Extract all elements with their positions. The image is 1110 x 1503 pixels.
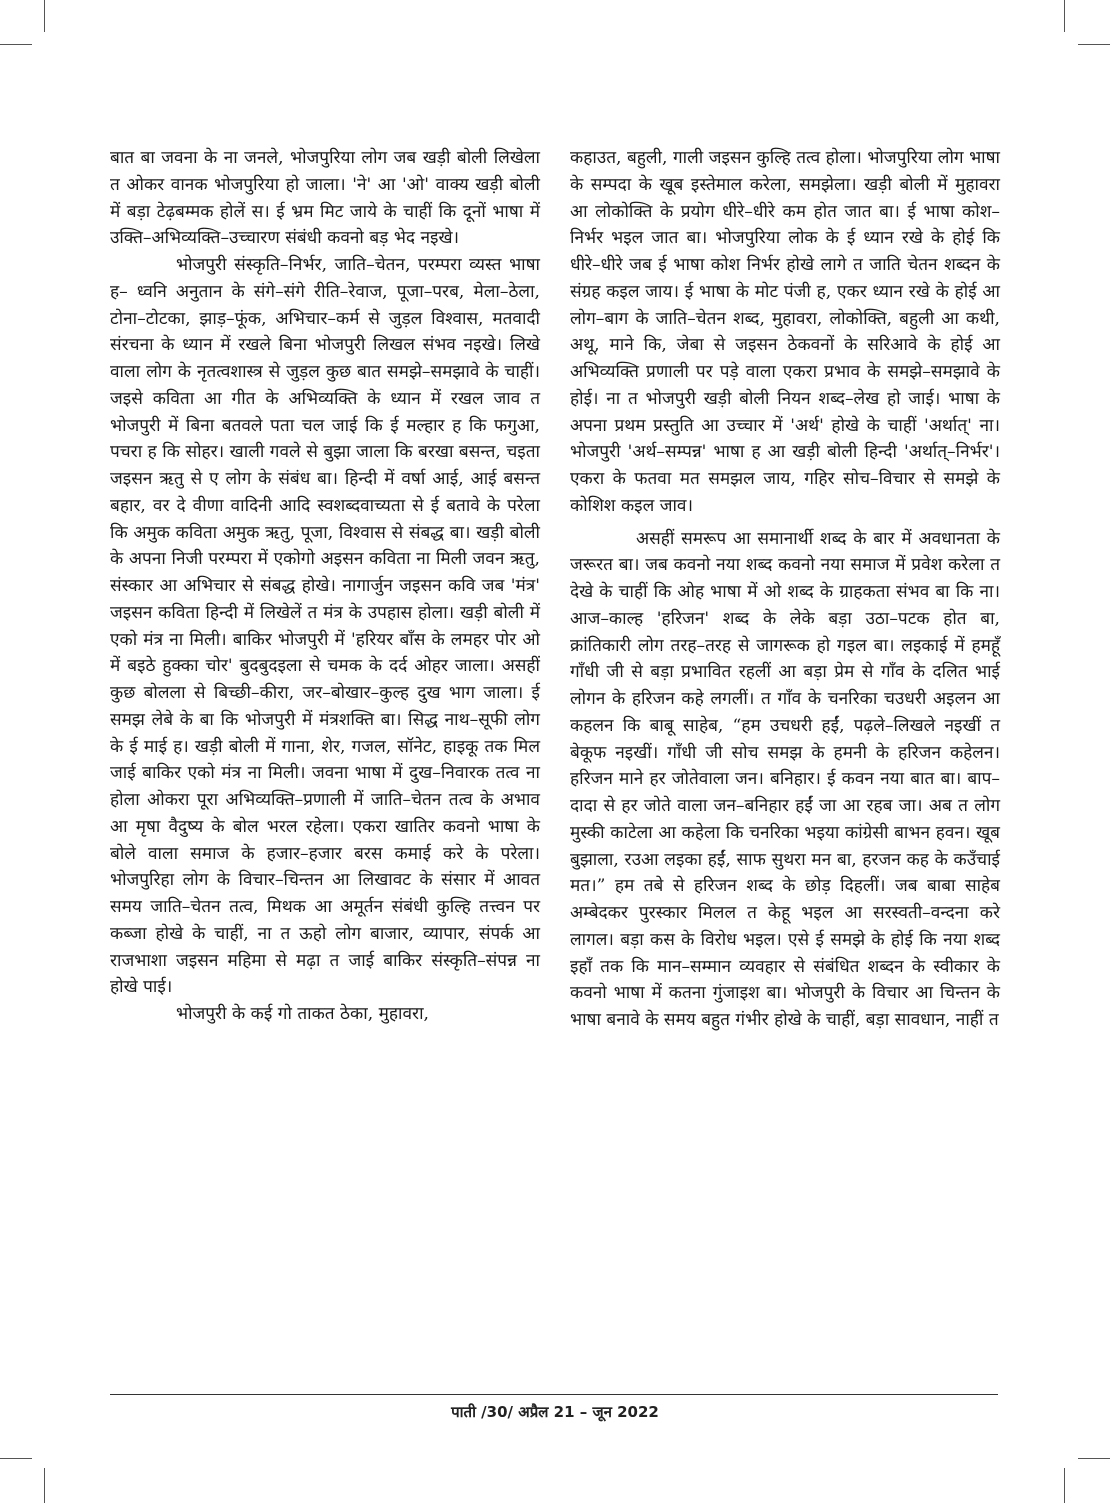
crop-mark-bottom-left-h xyxy=(0,1458,32,1459)
right-column xyxy=(570,145,1000,1034)
crop-mark-top-left-h xyxy=(0,44,32,45)
paragraph: बात बा जवना के ना जनले, भोजपुरिया लोग जब खड़ी बोली लिखेला त ओकर वानक भोजपुरिया हो जाला। 'ने' आ 'ओ' वाक्य खड़ी बोली में बड़ा टेढ़बम्मक होलें स। ई भ्रम मिट जाये के चाहीं कि दूनों भाषा में उक्ति–अभिव्यक्ति–उच्चारण संबंधी कवनो बड़ भेद नइखे। xyxy=(110,148,540,249)
crop-mark-top-right-h xyxy=(1078,44,1110,45)
paragraph: भोजपुरी के कई गो ताकत ठेका, मुहावरा, xyxy=(176,1004,429,1024)
footer-rule xyxy=(110,1394,998,1395)
paragraph: असहीं समरूप आ समानार्थी शब्द के बार में अवधानता के जरूरत बा। जब कवनो नया शब्द कवनो नया समाज में प्रवेश करेला त देखे के चाहीं कि ओह भाषा में ओ शब्द के ग्राहकता संभव बा कि ना। आज–काल्ह 'हरिजन' शब्द के लेके बड़ा उठा–पटक होत बा, क्रांतिकारी लोग तरह–तरह से जागरूक हो गइल बा। लइकाई में हमहूँ गाँधी जी से बड़ा प्रभावित रहलीं आ बड़ा प्रेम से गाँव के दलित भाई लोगन के हरिजन कहे लगलीं। त गाँव के चनरिका चउधरी अइलन आ कहलन कि बाबू साहेब, “हम उचधरी हईं, पढ़ले–लिखले नइखीं त बेकूफ नइखीं। गाँधी जी सोच समझ के हमनी के हरिजन कहेलन। हरिजन माने हर जोतेवाला जन। बनिहार। ई कवन नया बात बा। बाप–दादा से हर जोते वाला जन–बनिहार हईं जा आ रहब जा। अब त लोग मुस्की काटेला आ कहेला कि चनरिका भइया कांग्रेसी बाभन हवन। खूब बुझाला, रउआ लइका हईं, साफ सुथरा मन बा, हरजन कह के कउँचाई मत।” हम तबे से हरिजन शब्द के छोड़ दिहलीं। जब बाबा साहेब अम्बेदकर पुरस्कार मिलल त केहू भइल आ सरस्वती–वन्दना करे लागल। बड़ा कस के विरोध भइल। एसे ई समझे के होई कि नया शब्द इहाँ तक कि मान–सम्मान व्यवहार से संबंधित शब्दन के स्वीकार के कवनो भाषा में कतना गुंजाइश बा। भोजपुरी के विचार आ चिन्तन के भाषा बनावे के समय बहुत गंभीर होखे के चाहीं, बड़ा सावधान, नाहीं त xyxy=(570,528,1000,1030)
crop-mark-top-left-v xyxy=(44,0,45,32)
paragraph: कहाउत, बहुली, गाली जइसन कुल्हि तत्व होला। भोजपुरिया लोग भाषा के सम्पदा के खूब इस्तेमाल करेला, समझेला। खड़ी बोली में मुहावरा आ लोकोक्ति के प्रयोग धीरे–धीरे कम होत जात बा। ई भाषा कोश–निर्भर भइल जात बा। भोजपुरिया लोक के ई ध्यान रखे के होई कि धीरे–धीरे जब ई भाषा कोश निर्भर होखे लागे त जाति चेतन शब्दन के संग्रह कइल जाय। ई भाषा के मोट पंजी ह, एकर ध्यान रखे के होई आ लोग–बाग के जाति–चेतन शब्द, मुहावरा, लोकोक्ति, बहुली आ कथी, अथू, माने कि, जेबा से जइसन ठेकवनों के सरिआवे के होई आ अभिव्यक्ति प्रणाली पर पड़े वाला एकरा प्रभाव के समझे–समझावे के होई। ना त भोजपुरी खड़ी बोली नियन शब्द–लेख हो जाई। भाषा के अपना प्रथम प्रस्तुति आ उच्चार में 'अर्थ' होखे के चाहीं 'अर्थात्' ना। भोजपुरी 'अर्थ–सम्पन्न' भाषा ह आ खड़ी बोली हिन्दी 'अर्थात्–निर्भर'। एकरा के फतवा मत समझल जाय, गहिर सोच–विचार से समझे के कोशिश कइल जाव। xyxy=(570,148,1000,516)
page-footer: पाती /30/ अप्रैल 21 – जून 2022 xyxy=(451,1403,659,1421)
crop-mark-bottom-left-v xyxy=(44,1468,45,1503)
crop-mark-bottom-right-h xyxy=(1078,1458,1110,1459)
left-column xyxy=(110,145,540,1028)
crop-mark-top-right-v xyxy=(1064,0,1065,32)
paragraph: भोजपुरी संस्कृति–निर्भर, जाति–चेतन, परम्परा व्यस्त भाषा ह– ध्वनि अनुतान के संगे–संगे रीति–रेवाज, पूजा–परब, मेला–ठेला, टोना–टोटका, झाड़–फूंक, अभिचार–कर्म से जुड़ल विश्वास, मतवादी संरचना के ध्यान में रखले बिना भोजपुरी लिखल संभव नइखे। लिखे वाला लोग के नृतत्वशास्त्र से जुड़ल कुछ बात समझे–समझावे के चाहीं। जइसे कविता आ गीत के अभिव्यक्ति के ध्यान में रखल जाव त भोजपुरी में बिना बतवले पता चल जाई कि ई मल्हार ह कि फगुआ, पचरा ह कि सोहर। खाली गवले से बुझा जाला कि बरखा बसन्त, चइता जइसन ऋतु से ए लोग के संबंध बा। हिन्दी में वर्षा आई, आई बसन्त बहार, वर दे वीणा वादिनी आदि स्वशब्दवाच्यता से ई बतावे के परेला कि अमुक कविता अमुक ऋतु, पूजा, विश्वास से संबद्ध बा। खड़ी बोली के अपना निजी परम्परा में एकोगो अइसन कविता ना मिली जवन ऋतु, संस्कार आ अभिचार से संबद्ध होखे। नागार्जुन जइसन कवि जब 'मंत्र' जइसन कविता हिन्दी में लिखेलें त मंत्र के उपहास होला। खड़ी बोली में एको मंत्र ना मिली। बाकिर भोजपुरी में 'हरियर बाँस के लमहर पोर ओ में बइठे हुक्का चोर' बुदबुदइला से चमक के दर्द ओहर जाला। असहीं कुछ बोलला से बिच्छी–कीरा, जर–बोखार–कुल्ह दुख भाग जाला। ई समझ लेबे के बा कि भोजपुरी में मंत्रशक्ति बा। सिद्ध नाथ–सूफी लोग के ई माई ह। खड़ी बोली में गाना, शेर, गजल, सॉनेट, हाइकू तक मिल जाई बाकिर एको मंत्र ना मिली। जवना भाषा में दुख–निवारक तत्व ना होला ओकरा पूरा अभिव्यक्ति–प्रणाली में जाति–चेतन तत्व के अभाव आ मृषा वैदुष्य के बोल भरल रहेला। एकरा खातिर कवनो भाषा के बोले वाला समाज के हजार–हजार बरस कमाई करे के परेला। भोजपुरिहा लोग के विचार–चिन्तन आ लिखावट के संसार में आवत समय जाति–चेतन तत्व, मिथक आ अमूर्तन संबंधी कुल्हि तत्त्वन पर कब्जा होखे के चाहीं, ना त ऊहो लोग बाजार, व्यापार, संपर्क आ राजभाशा जइसन महिमा से मढ़ा त जाई बाकिर संस्कृति–संपन्न ना होखे पाई। xyxy=(110,255,540,998)
crop-mark-bottom-right-v xyxy=(1064,1468,1065,1503)
